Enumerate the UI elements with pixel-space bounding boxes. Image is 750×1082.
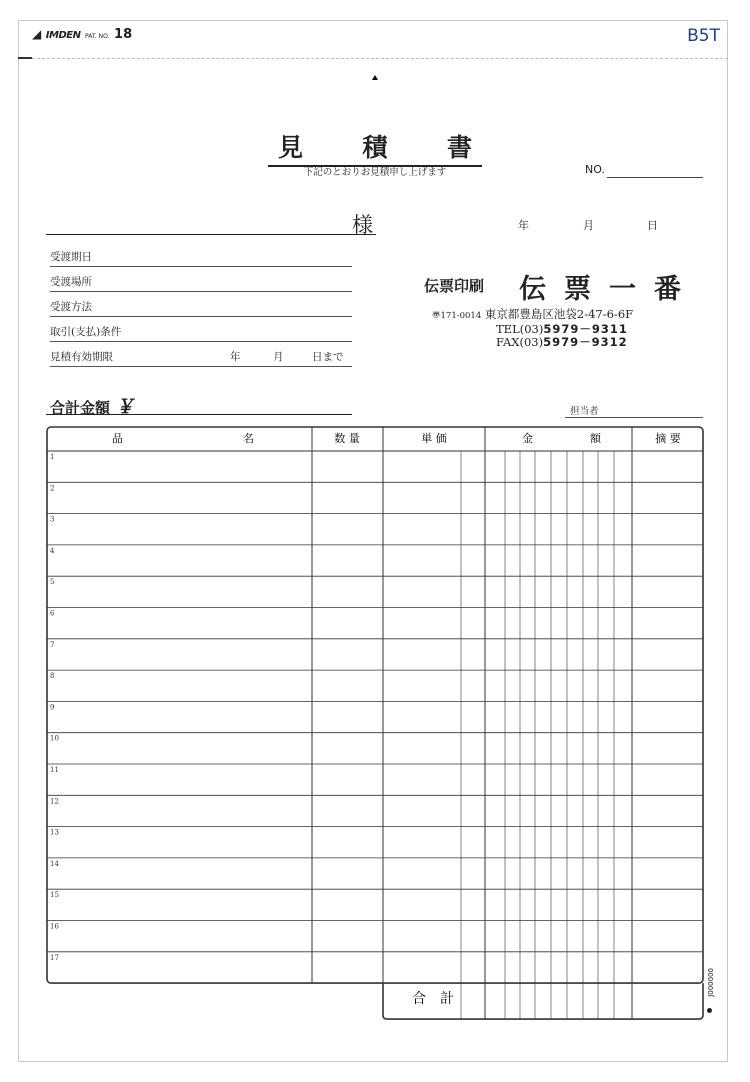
- row-number: 4: [50, 546, 55, 555]
- company-label: 伝票印刷: [424, 277, 485, 295]
- number-label: NO.: [585, 163, 605, 176]
- date-year-label: 年: [518, 219, 529, 232]
- title-char: 積: [362, 133, 388, 162]
- row-number: 16: [50, 922, 59, 931]
- field-label: 受渡場所: [50, 276, 92, 288]
- header-remarks: 摘 要: [655, 432, 681, 445]
- row-number: 12: [50, 797, 59, 806]
- header-unit-price: 単 価: [421, 432, 447, 445]
- patent-label: PAT. NO.: [84, 33, 110, 40]
- row-number: 8: [50, 672, 55, 681]
- row-number: 10: [50, 734, 59, 743]
- row-number: 6: [50, 609, 55, 618]
- dot-marker: [707, 1008, 712, 1013]
- date-day-label: 日: [647, 219, 658, 232]
- honorific: 様: [352, 213, 373, 237]
- validity-until: 日まで: [312, 351, 344, 363]
- table-frame: [47, 427, 703, 983]
- paper-size: B5T: [687, 26, 720, 46]
- validity-month: 月: [273, 351, 284, 363]
- date-month-label: 月: [583, 219, 594, 232]
- company-char: 一: [609, 274, 636, 305]
- field-label: 受渡方法: [50, 301, 92, 313]
- page-subtitle: 下記のとおりお見積申し上げます: [303, 167, 447, 178]
- table-grid: [47, 427, 703, 1019]
- row-number: 9: [50, 703, 55, 712]
- row-number: 5: [50, 578, 55, 587]
- field-label: 見積有効期限: [50, 351, 113, 363]
- form-number: 18: [114, 27, 133, 42]
- slash-icon: ◢: [32, 27, 42, 41]
- field-label: 受渡期日: [50, 251, 92, 263]
- header-item-1: 品: [112, 432, 123, 445]
- row-number: 13: [50, 828, 59, 837]
- staff-label: 担当者: [570, 406, 599, 417]
- title-char: 見: [278, 133, 304, 162]
- yen-icon: ￥: [115, 396, 135, 418]
- title-char: 書: [446, 133, 472, 162]
- row-number: 7: [50, 640, 55, 649]
- fax-prefix: FAX(03): [496, 335, 544, 349]
- row-number: 17: [50, 953, 59, 962]
- row-number: 1: [50, 453, 55, 461]
- address-text: 東京都豊島区池袋2-47-6-6F: [484, 307, 634, 321]
- header-quantity: 数 量: [334, 432, 360, 445]
- company-char: 票: [564, 274, 591, 305]
- header-amount-2: 額: [590, 432, 601, 445]
- tel-prefix: TEL(03): [496, 322, 544, 336]
- postal-code: 〠171-0014: [432, 311, 482, 321]
- header-item-2: 名: [243, 432, 254, 445]
- row-number: 15: [50, 891, 59, 900]
- company-char: 伝: [519, 274, 546, 305]
- side-code: J000000: [707, 968, 715, 997]
- validity-year: 年: [230, 351, 241, 363]
- row-number: 3: [50, 515, 55, 524]
- fax-number: 5979－9312: [543, 335, 628, 349]
- header-amount-1: 金: [522, 432, 533, 445]
- row-number: 14: [50, 859, 59, 868]
- company-char: 番: [654, 274, 681, 305]
- total-label-text: 合計金額: [50, 399, 111, 417]
- tel-number: 5979－9311: [543, 322, 628, 336]
- field-label: 取引(支払)条件: [50, 326, 122, 338]
- row-number: 11: [50, 766, 59, 774]
- row-number: 2: [50, 484, 55, 493]
- brand-name: IMDEN: [45, 30, 81, 41]
- footer-total-label: 合 計: [412, 991, 454, 1007]
